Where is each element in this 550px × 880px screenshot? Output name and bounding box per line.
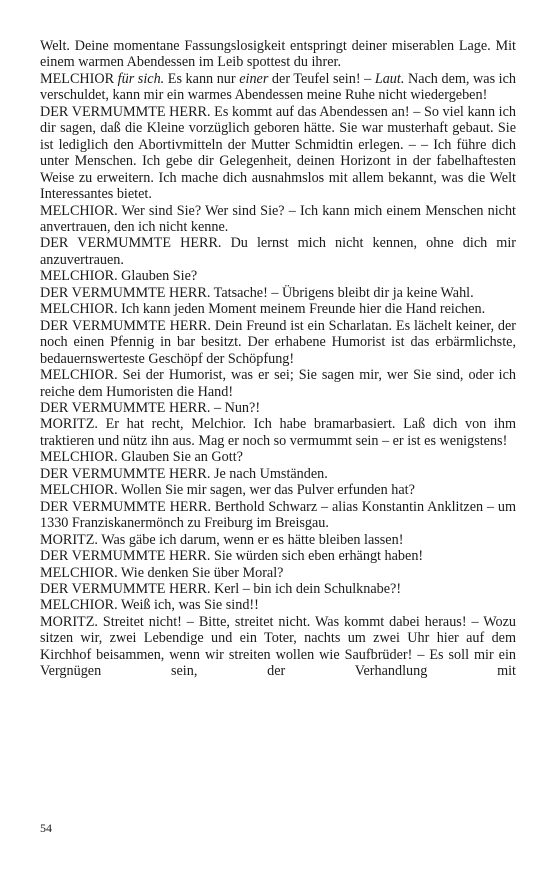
speech-paragraph — [40, 499, 516, 532]
speech-paragraph — [40, 318, 516, 367]
speech-paragraph — [40, 597, 516, 613]
text-run: DER VERMUMMTE HERR. Dein Freund ist ein Scharlatan. Es lächelt keiner, der noch einen Pfennig in bar besitzt. Der erhabene Humorist ist das erbärmlichste, bedauernswerteste Geschöpf der Schöpfung! — [40, 317, 516, 367]
text-run: der Teufel sein! – — [268, 70, 375, 87]
speech-paragraph — [40, 482, 516, 498]
stage-direction: Laut. — [374, 70, 405, 87]
speech-paragraph — [40, 301, 516, 317]
speech-paragraph — [40, 285, 516, 301]
speech-paragraph — [40, 38, 516, 71]
speech-paragraph — [40, 416, 516, 449]
text-run: MELCHIOR — [40, 70, 118, 87]
speech-paragraph — [40, 466, 516, 482]
speech-paragraph — [40, 71, 516, 104]
text-run: MELCHIOR. Glauben Sie an Gott? — [40, 449, 243, 466]
speech-paragraph — [40, 367, 516, 400]
text-run: DER VERMUMMTE HERR. – Nun?! — [40, 399, 261, 416]
speech-paragraph — [40, 614, 516, 680]
page-number: 54 — [40, 821, 52, 835]
speech-paragraph — [40, 449, 516, 465]
text-run: MELCHIOR. Wollen Sie mir sagen, wer das Pulver erfunden hat? — [40, 482, 415, 499]
speech-paragraph — [40, 548, 516, 564]
speech-paragraph — [40, 581, 516, 597]
text-run: DER VERMUMMTE HERR. Kerl – bin ich dein Schulknabe?! — [40, 580, 402, 597]
text-run: MELCHIOR. Weiß ich, was Sie sind!! — [40, 597, 259, 614]
text-run: MELCHIOR. Glauben Sie? — [40, 268, 198, 285]
text-run: Welt. Deine momentane Fassungslosigkeit entspringt deiner miserablen Lage. Mit einem warmen Abendessen im Leib spottest du ihrer. — [40, 38, 516, 71]
text-run: DER VERMUMMTE HERR. Sie würden sich eben erhängt haben! — [40, 548, 424, 565]
text-run: MELCHIOR. Wer sind Sie? Wer sind Sie? – Ich kann mich einem Menschen nicht anvertrauen, den ich nicht kenne. — [40, 202, 516, 235]
stage-direction: für sich. — [117, 70, 165, 87]
speech-paragraph — [40, 565, 516, 581]
stage-direction: einer — [239, 70, 269, 87]
page-text — [40, 38, 516, 680]
text-run: MORITZ. Was gäbe ich darum, wenn er es hätte bleiben lassen! — [40, 531, 404, 548]
text-run: DER VERMUMMTE HERR. Es kommt auf das Abendessen an! – So viel kann ich dir sagen, daß die Kleine vorzüglich geboren hätte. Sie war musterhaft gebaut. Sie ist lediglich den Abortivmitteln der Mutter Schmidtin erlegen. – – Ich führe dich unter Menschen. Ich gebe dir Gelegenheit, deinen Horizont in der fabelhaftesten Weise zu erweitern. Ich mache dich ausnahmslos mit allem bekannt, was die Welt Interessantes bietet. — [40, 103, 516, 203]
speech-paragraph — [40, 203, 516, 236]
text-run: Nach dem, was ich verschuldet, kann mir ein warmes Abendessen meine Ruhe nicht wiedergeben! — [40, 70, 516, 104]
text-run: DER VERMUMMTE HERR. Tatsache! – Übrigens bleibt dir ja keine Wahl. — [40, 284, 474, 301]
text-run: MELCHIOR. Wie denken Sie über Moral? — [40, 564, 284, 581]
text-run: MELCHIOR. Sei der Humorist, was er sei; Sie sagen mir, wer Sie sind, oder ich reiche dem Humoristen die Hand! — [40, 367, 516, 400]
speech-paragraph — [40, 400, 516, 416]
text-run: MELCHIOR. Ich kann jeden Moment meinem Freunde hier die Hand reichen. — [40, 301, 486, 318]
text-run: DER VERMUMMTE HERR. Je nach Umständen. — [40, 465, 328, 482]
speech-paragraph — [40, 235, 516, 268]
text-run: Es kann nur — [164, 70, 240, 87]
text-run: DER VERMUMMTE HERR. Du lernst mich nicht kennen, ohne dich mir anzuvertrauen. — [40, 235, 516, 268]
speech-paragraph — [40, 532, 516, 548]
text-run: MORITZ. Er hat recht, Melchior. Ich habe bramarbasiert. Laß dich von ihm traktieren und nütz ihn aus. Mag er noch so vermummt sein – er ist es wenigstens! — [40, 416, 516, 449]
speech-paragraph — [40, 104, 516, 203]
text-run: DER VERMUMMTE HERR. Berthold Schwarz – alias Konstantin Anklitzen – um 1330 Franziskanermönch zu Freiburg im Breisgau. — [40, 498, 516, 532]
text-run: MORITZ. Streitet nicht! – Bitte, streitet nicht. Was kommt dabei heraus! – Wozu sitzen wir, zwei Lebendige und ein Toter, nachts um zwei Uhr hier auf dem Kirchhof beisammen, wenn wir streiten wollen wie Saufbrüder! – Es soll mir ein Vergnügen sein, der Verhandlung mit — [40, 613, 516, 680]
speech-paragraph — [40, 268, 516, 284]
